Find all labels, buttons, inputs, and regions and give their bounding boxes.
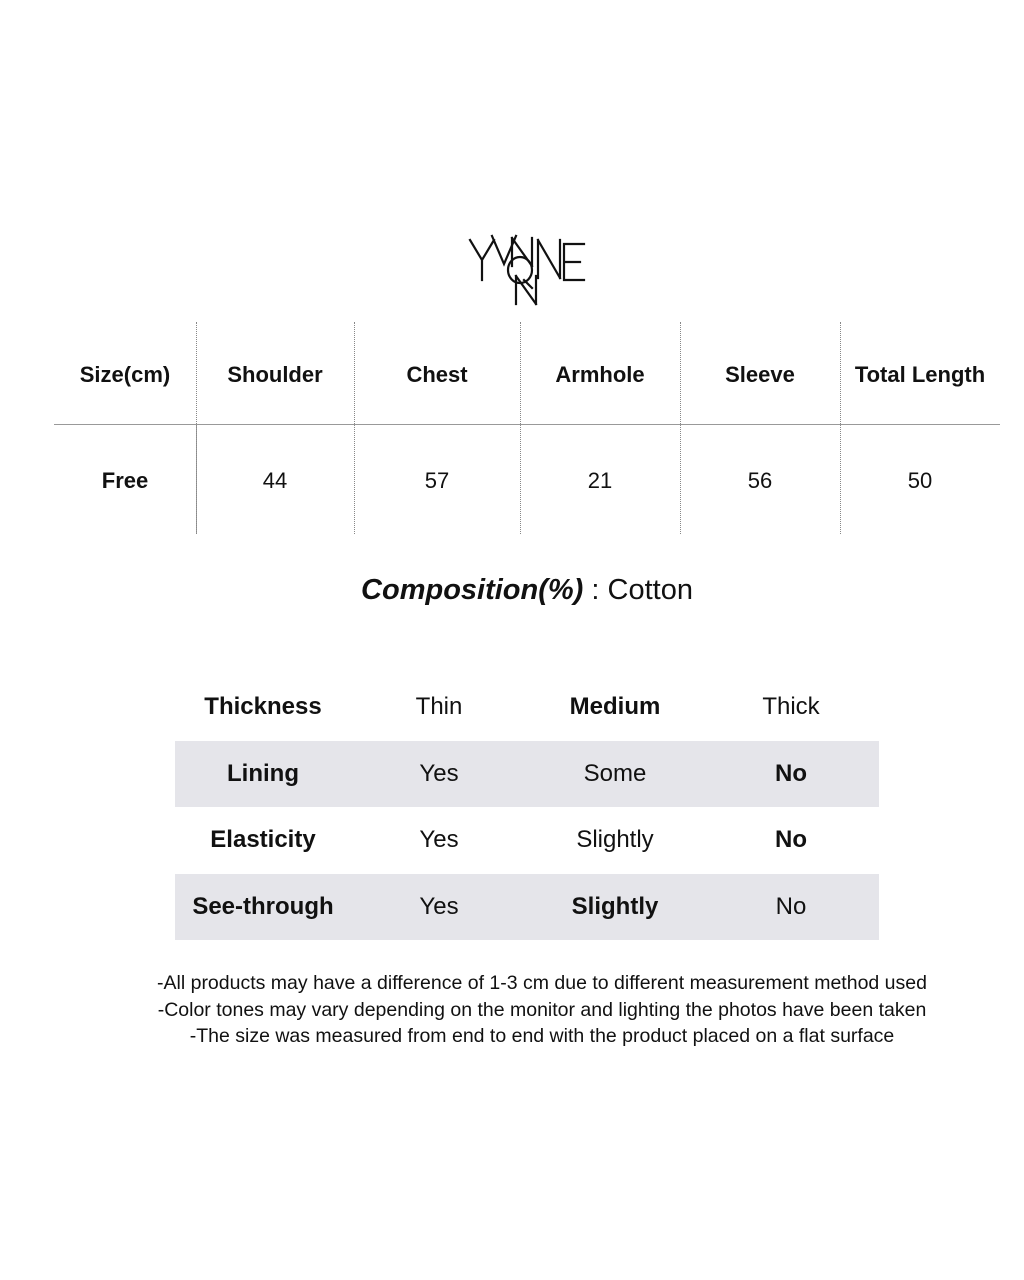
option-selected: No xyxy=(775,759,807,787)
header-size: Size(cm) xyxy=(79,362,171,387)
chest-value: 57 xyxy=(424,468,450,493)
option: Yes xyxy=(419,759,459,787)
option-selected: Medium xyxy=(569,693,661,721)
option: Thick xyxy=(762,693,820,721)
note-line: -The size was measured from end to end with the product placed on a flat surface xyxy=(189,1025,895,1047)
composition xyxy=(0,574,1024,607)
option-selected: Slightly xyxy=(571,892,659,920)
fabric-table xyxy=(175,674,879,940)
column-divider xyxy=(840,322,841,534)
row-label: See-through xyxy=(192,892,334,920)
header-shoulder: Shoulder xyxy=(227,362,323,387)
header-chest: Chest xyxy=(406,362,468,387)
column-divider xyxy=(680,322,681,534)
column-divider xyxy=(520,322,521,534)
option: Thin xyxy=(415,693,463,721)
sleeve-value: 56 xyxy=(747,468,773,493)
option: Yes xyxy=(419,826,459,854)
armhole-value: 21 xyxy=(587,468,613,493)
row-label: Thickness xyxy=(204,693,322,721)
fabric-row-thickness xyxy=(175,674,879,741)
row-label: Lining xyxy=(227,759,299,787)
brand-logo xyxy=(462,226,592,310)
fabric-row-see-through xyxy=(175,874,879,941)
measurement-notes xyxy=(0,970,1024,1050)
row-label: Elasticity xyxy=(210,826,316,854)
size-table xyxy=(54,322,1000,534)
header-sleeve: Sleeve xyxy=(725,362,795,387)
option: Yes xyxy=(419,892,459,920)
option: Some xyxy=(583,759,647,787)
header-armhole: Armhole xyxy=(555,362,645,387)
shoulder-value: 44 xyxy=(262,468,288,493)
option: No xyxy=(775,892,807,920)
fabric-row-elasticity xyxy=(175,807,879,874)
note-line: -Color tones may vary depending on the monitor and lighting the photos have been taken xyxy=(157,998,927,1021)
note-line: -All products may have a difference of 1-3 cm due to different measurement method used xyxy=(157,972,927,994)
option-selected: No xyxy=(775,826,807,854)
option: Slightly xyxy=(576,826,654,854)
header-total-length: Total Length xyxy=(854,362,986,387)
composition-value: Cotton xyxy=(607,574,693,606)
column-divider xyxy=(196,322,197,534)
size-value: Free xyxy=(101,468,149,493)
fabric-row-lining xyxy=(175,741,879,808)
composition-label: Composition(%) xyxy=(361,574,584,606)
total-length-value: 50 xyxy=(907,468,933,493)
composition-separator: : xyxy=(583,574,608,606)
column-divider xyxy=(354,322,355,534)
